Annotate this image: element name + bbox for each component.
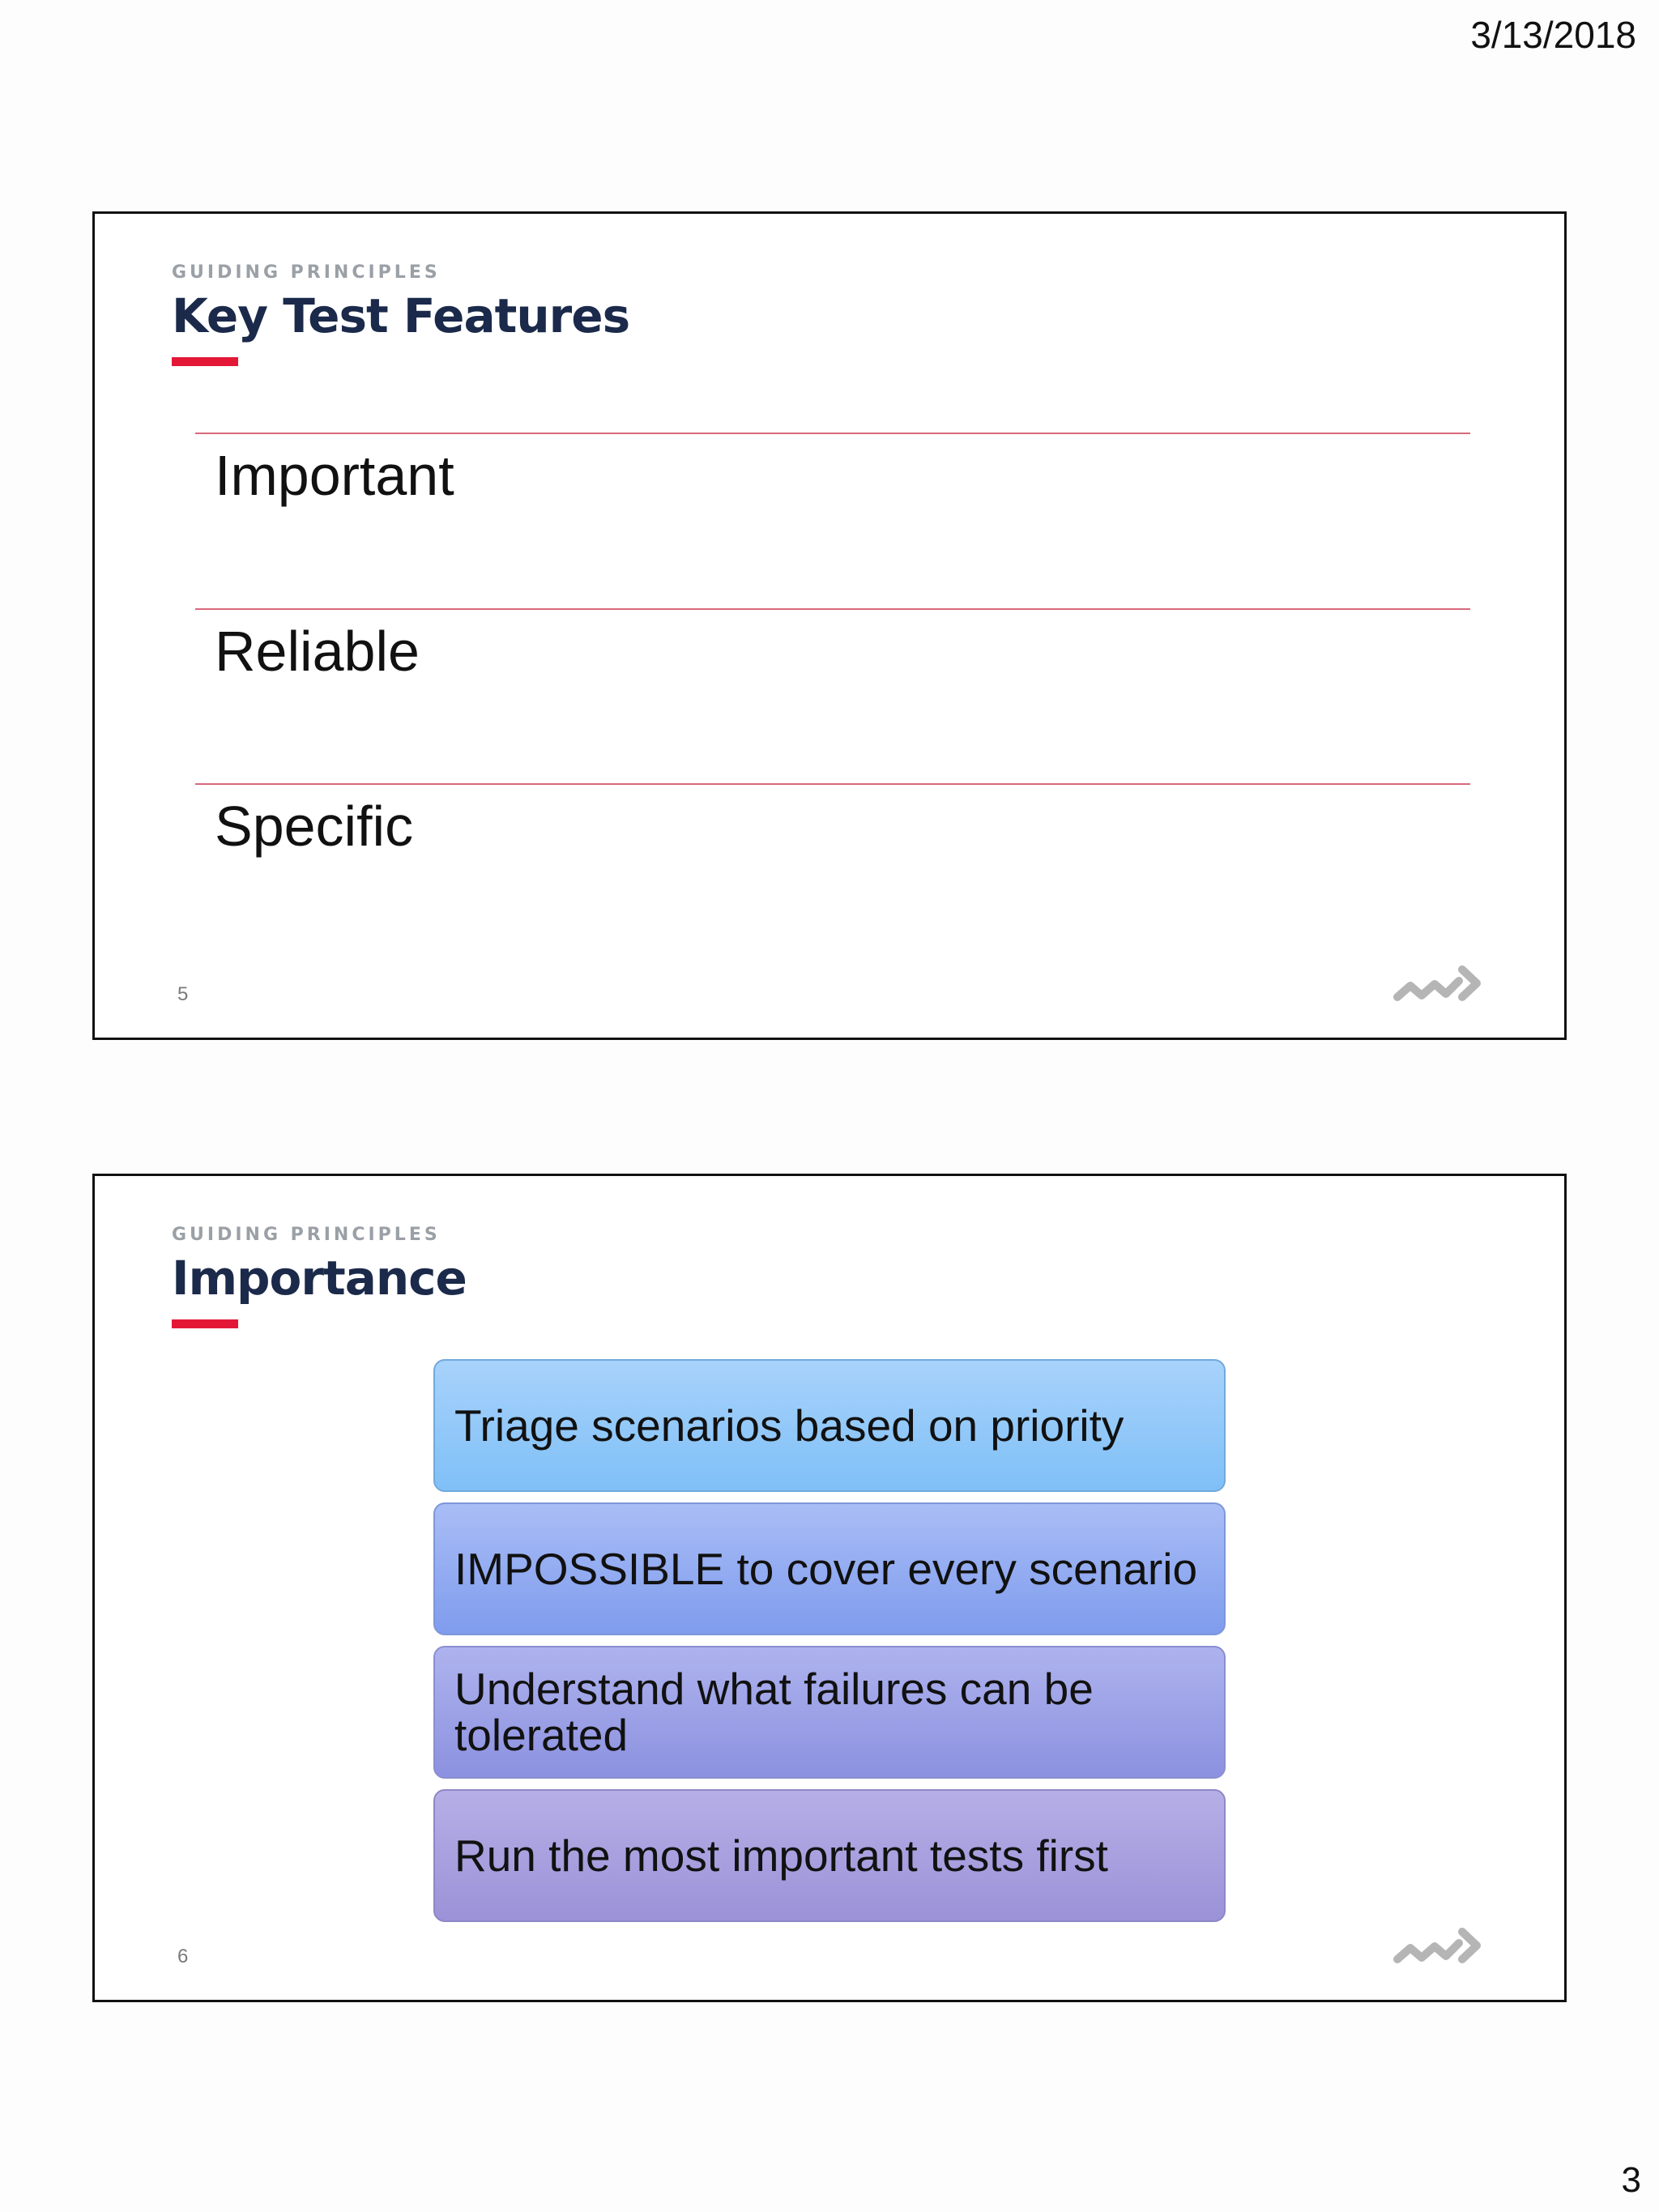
importance-box: Triage scenarios based on priority: [433, 1359, 1226, 1492]
title-accent-bar: [172, 357, 238, 366]
importance-box: Run the most important tests first: [433, 1789, 1226, 1922]
slide-key-test-features: [92, 211, 1567, 1040]
feature-item: Important: [215, 444, 454, 507]
feature-divider: [195, 783, 1470, 785]
slide-title: Importance: [172, 1251, 467, 1306]
feature-item: Reliable: [215, 620, 420, 683]
title-accent-bar: [172, 1319, 238, 1328]
slide-number: 6: [177, 1946, 189, 1967]
slide-number: 5: [177, 983, 189, 1005]
slide-title: Key Test Features: [172, 288, 630, 343]
importance-box: IMPOSSIBLE to cover every scenario: [433, 1502, 1226, 1635]
feature-divider: [195, 608, 1470, 610]
slide-kicker: GUIDING PRINCIPLES: [172, 1225, 441, 1245]
slide-kicker: GUIDING PRINCIPLES: [172, 262, 441, 283]
page-date: 3/13/2018: [1470, 14, 1636, 56]
brand-logo-icon: [1392, 1925, 1483, 1967]
slide-importance: [92, 1174, 1567, 2002]
feature-divider: [195, 433, 1470, 434]
feature-item: Specific: [215, 795, 414, 858]
importance-box: Understand what failures can be tolerated: [433, 1646, 1226, 1779]
brand-logo-icon: [1392, 963, 1483, 1005]
page-number: 3: [1621, 2160, 1641, 2200]
